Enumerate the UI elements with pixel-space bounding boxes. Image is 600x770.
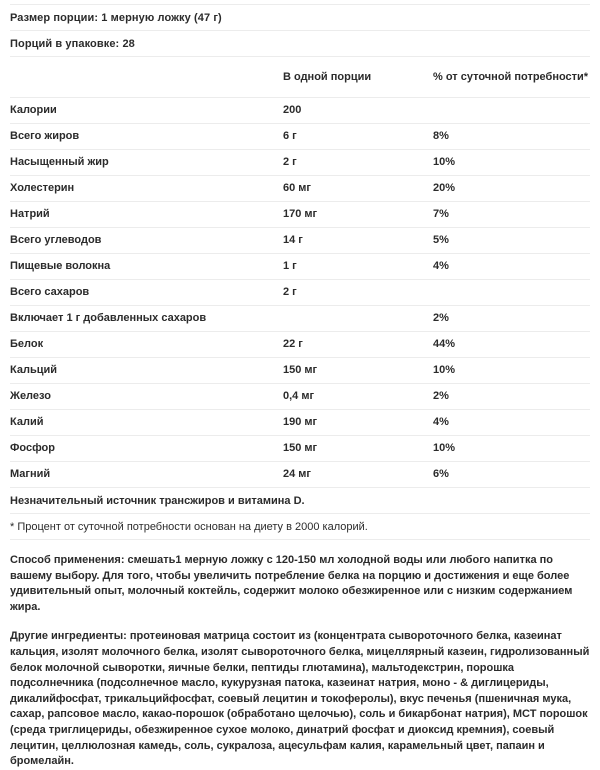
table-row <box>10 280 590 306</box>
nutrient-amount <box>283 306 433 332</box>
table-row <box>10 358 590 384</box>
nutrient-daily-value: 2% <box>433 384 590 410</box>
table-row <box>10 176 590 202</box>
column-header-nutrient <box>10 57 283 98</box>
nutrient-name: Насыщенный жир <box>10 150 283 176</box>
servings-per-container-row <box>10 31 590 56</box>
table-row <box>10 306 590 332</box>
table-row <box>10 228 590 254</box>
nutrient-name: Натрий <box>10 202 283 228</box>
daily-value-footnote: * Процент от суточной потребности основан на диету в 2000 калорий. <box>10 520 368 533</box>
nutrient-daily-value: 5% <box>433 228 590 254</box>
nutrient-daily-value: 4% <box>433 254 590 280</box>
nutrient-daily-value <box>433 280 590 306</box>
table-row <box>10 410 590 436</box>
table-row <box>10 254 590 280</box>
servings-per-container-label: Порций в упаковке: 28 <box>10 37 135 50</box>
daily-value-footnote-row <box>10 514 590 540</box>
nutrient-daily-value: 6% <box>433 462 590 488</box>
nutrient-amount: 200 <box>283 98 433 124</box>
nutrient-daily-value: 44% <box>433 332 590 358</box>
table-row <box>10 436 590 462</box>
nutrient-amount: 2 г <box>283 280 433 306</box>
nutrient-name: Холестерин <box>10 176 283 202</box>
nutrition-table <box>10 57 590 488</box>
nutrient-daily-value <box>433 98 590 124</box>
nutrient-name: Калории <box>10 98 283 124</box>
column-header-daily-value: % от суточной потребности* <box>433 57 590 98</box>
nutrient-name: Пищевые волокна <box>10 254 283 280</box>
column-header-amount: В одной порции <box>283 57 433 98</box>
nutrient-name: Железо <box>10 384 283 410</box>
nutrient-amount: 150 мг <box>283 436 433 462</box>
trans-fat-note: Незначительный источник трансжиров и витамина D. <box>10 494 305 507</box>
nutrient-daily-value: 7% <box>433 202 590 228</box>
nutrient-name: Магний <box>10 462 283 488</box>
table-row <box>10 124 590 150</box>
table-row <box>10 150 590 176</box>
nutrient-daily-value: 2% <box>433 306 590 332</box>
nutrient-name: Всего жиров <box>10 124 283 150</box>
trans-fat-note-row <box>10 488 590 514</box>
nutrient-name: Всего углеводов <box>10 228 283 254</box>
nutrient-amount: 24 мг <box>283 462 433 488</box>
directions-paragraph: Способ применения: смешать1 мерную ложку с 120-150 мл холодной воды или любого напитка по вашему выбору. Для того, чтобы увеличить потребление белка на порцию и достижения и еще более удивительный опыт, молочный коктейль, содержит молоко обезжиренное или с низким содержанием жира. <box>10 554 573 613</box>
nutrient-amount: 60 мг <box>283 176 433 202</box>
nutrient-amount: 0,4 мг <box>283 384 433 410</box>
nutrient-amount: 190 мг <box>283 410 433 436</box>
nutrient-daily-value: 10% <box>433 150 590 176</box>
nutrient-amount: 150 мг <box>283 358 433 384</box>
nutrition-table-body <box>10 98 590 488</box>
nutrient-daily-value: 10% <box>433 436 590 462</box>
table-row <box>10 98 590 124</box>
nutrient-amount: 14 г <box>283 228 433 254</box>
nutrient-name: Фосфор <box>10 436 283 462</box>
nutrient-amount: 2 г <box>283 150 433 176</box>
nutrient-daily-value: 10% <box>433 358 590 384</box>
table-header-row <box>10 57 590 98</box>
nutrient-name: Включает 1 г добавленных сахаров <box>10 306 283 332</box>
nutrient-daily-value: 20% <box>433 176 590 202</box>
serving-size-label: Размер порции: 1 мерную ложку (47 г) <box>10 11 222 24</box>
nutrient-amount: 6 г <box>283 124 433 150</box>
ingredients-paragraph: Другие ингредиенты: протеиновая матрица состоит из (концентрата сывороточного белка, казеинат кальция, изолят молочного белка, изолят сывороточного белка, мицеллярный казеин, гидролизованный белок молочной сыворотки, яичные белки, пептиды глютамина), мальтодекстрин, порошка подсолнечника (подсолнечное масло, кукурузная патока, казеинат натрия, моно - & диглицериды, дикалийфосфат, трикальцийфосфат, соевый лецитин и токоферолы), вкус печенья (пшеничная мука, сахар, рапсовое масло, какао-порошок (обработано щелочью), соль и бикарбонат натрия), МСТ порошок (среда триглицериды, обезжиренное сухое молоко, динатрий фосфат и диоксид кремния), соевый лецитин, целлюлозная камедь, соль, сукралоза, ацесульфам калия, карамельный цвет, папаин и бромелайн. <box>10 630 590 768</box>
table-row <box>10 462 590 488</box>
nutrient-daily-value: 8% <box>433 124 590 150</box>
table-row <box>10 384 590 410</box>
table-row <box>10 202 590 228</box>
nutrition-facts-panel <box>0 4 600 770</box>
nutrient-name: Калий <box>10 410 283 436</box>
nutrient-daily-value: 4% <box>433 410 590 436</box>
serving-size-row <box>10 5 590 30</box>
nutrient-name: Кальций <box>10 358 283 384</box>
nutrient-name: Белок <box>10 332 283 358</box>
table-row <box>10 332 590 358</box>
nutrient-name: Всего сахаров <box>10 280 283 306</box>
nutrient-amount: 1 г <box>283 254 433 280</box>
nutrient-amount: 170 мг <box>283 202 433 228</box>
nutrient-amount: 22 г <box>283 332 433 358</box>
